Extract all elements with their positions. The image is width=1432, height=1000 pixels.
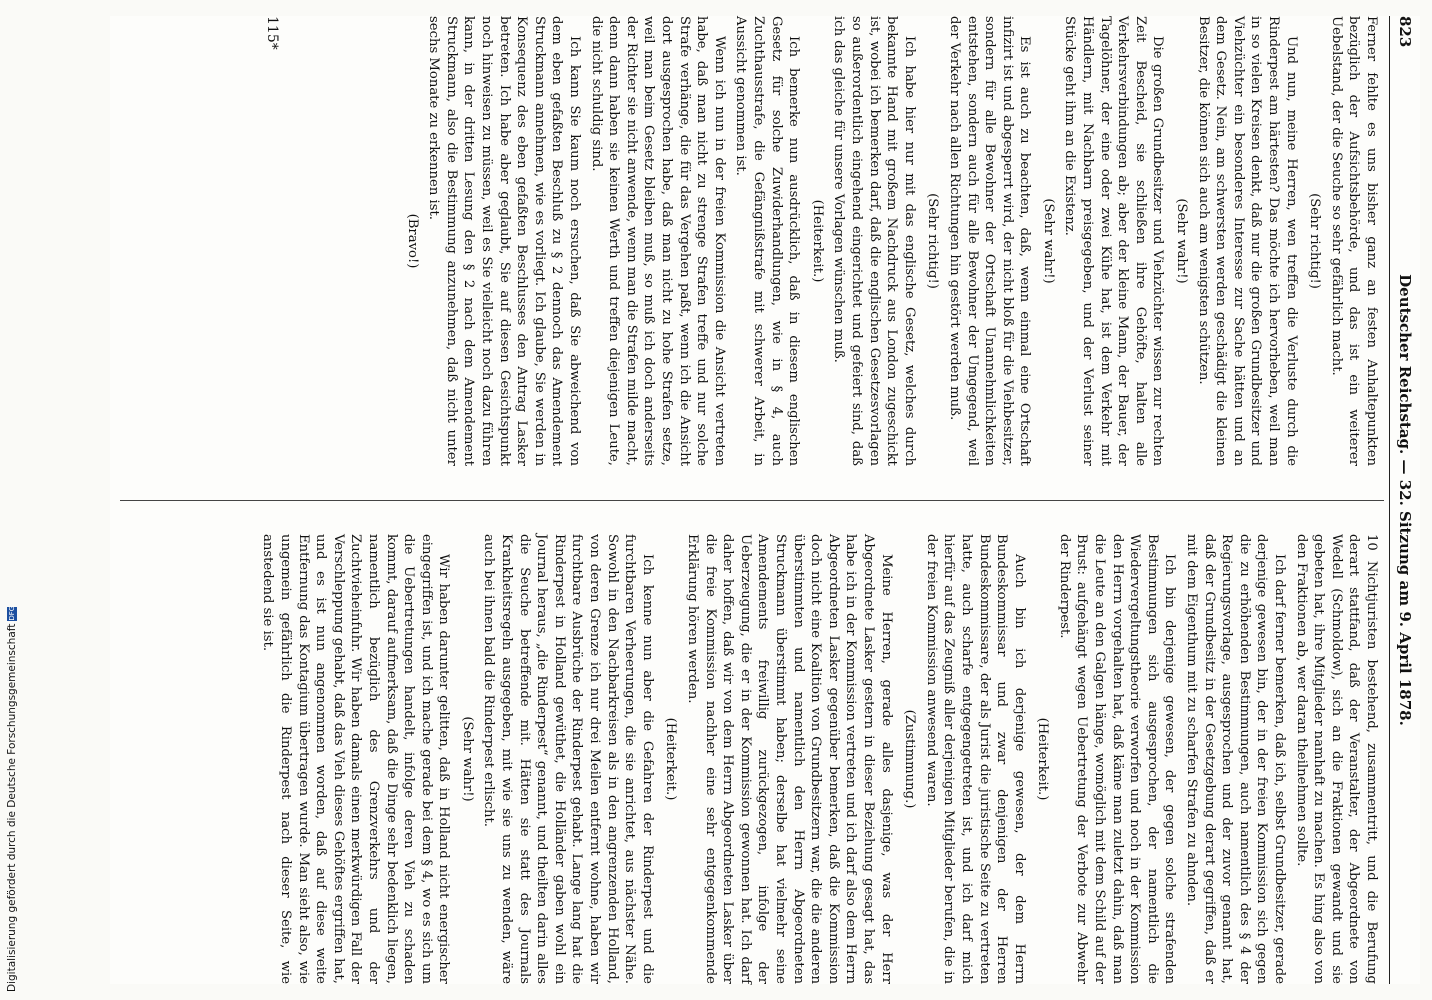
digitization-credit [6,607,18,992]
paragraph: Wir haben darunter gelitten, daß in Holland nicht energischer eingegriffen ist, und ich mache gerade bei dem § 4, wo es sich um die Uebertretungen handelt, infolge deren Vieh zu schaden kommt, darauf aufmerksam, daß die Dinge sehr bedenklich liegen, namentlich bezüglich des Grenzverkehrs und der Zuchtvieheinfuhr. Wir haben damals einen merkwürdigen Fall der Verschleppung gehabt, daß das Vieh dieses Gehöftes ergriffen hat, und es ist nun angenommen worden, daß auf diese weite Entfernung das Kontagium übertragen wurde. Man sieht also, wie ungemein gefährlich die Rinderpest nach dieser Seite, wie anstedend sie ist. [260,534,452,984]
page-footer [256,16,280,984]
folio-number: 115* [264,16,280,50]
paragraph: Auch bin ich derjenige gewesen, der dem Herrn Bundeskommissar und zwar denjenigen der Herren Bundeskommissare, der als Jurist die juristische Seite zu vertreten hatte, auch scharfe entgegengetreten ist, und ich darf mich hierfür auf das Zeugniß aller derjenigen Mitglieder berufen, die in der freien Kommission anwesend waren. [923,534,1027,984]
paragraph: Es ist auch zu beachten, daß, wenn einmal eine Ortschaft infizirt ist und abgesperrt wird, der nicht bloß für die Viehbesitzer, sondern für alle Bewohner der Ortschaft Unannehmlichkeiten entstehen, sondern auch für alle Bewohner der Umgegend, weil der Verkehr nach allen Richtungen hin gestört werden muß. [946,16,1033,466]
paragraph: 10 Nichtjuristen bestehend, zusammentritt, und die Berufung derart stattfand, daß der Veranstalter, der Abgeordnete von Wedell (Schmoldow), sich an die Fraktionen gewandt und sie gebeten hat, ihre Mitglieder namhaft zu machen. Es hing also von den Fraktionen ab, wer daran theilnehmen sollte. [1293,534,1379,984]
paragraph: Ich habe hier nur mit das englische Gesetz, welches durch bekannte Hand mit großem Nachdruck aus London zugeschickt ist, wobei ich bemerken darf, daß die englischen Gesetzesvorlagen so außerordentlich eingehend eingerichtet und gefeiert sind, daß ich das gleiche für unsere Vorlagen wünschen muß. [831,16,917,466]
page-header [1389,16,1420,984]
paragraph: Wenn ich nun in der freien Kommission die Ansicht vertreten habe, daß man nicht zu strenge Strafen treffe und nur solche Strafe verhänge, die für das Vergehen paßt, wenn ich die Ansicht dort ausgesprochen habe, daß man nicht zu hohe Strafen setze, weil man beim Gesetz bleiben muß, so muß ich doch anderseits der Richter sie nicht anwende, wenn man die Strafen milde macht, denn dann haben sie keinen Werth und treffen diejenigen Leute, die nicht schuldig sind. [588,16,727,466]
paragraph: Ich darf ferner bemerken, daß ich, selbst Grundbesitzer, gerade derjenige gewesen bin, der in der freien Kommission sich gegen die zu erhöhenden Bestimmungen, auch namentlich des § 4 der Regierungsvorlage, ausgesprochen und der zuvor genannt hat, daß der Grundbesitz in der Gesetzgebung derart gegriffen, daß er mit dem Eigenthum mit zu scharfen Strafen zu ahnden. [1184,534,1288,984]
interjection: (Sehr richtig!) [1307,193,1323,289]
interjection: (Sehr richtig!) [925,193,941,289]
paragraph: Die großen Grundbesitzer und Viehzüchter wissen zur rechten Zeit Bescheid, sie schließen ihre Gehöfte, halten alle Verkehrsverbindungen ab; aber der kleine Mann, der Bauer, der Tagelöhner, der eine oder zwei Kühe hat, ist dem Verkehr mit Händlern, mit Nachbarn preisgegeben, und der Verlust seiner Stücke geht ihm an die Existenz. [1062,16,1166,466]
interjection: (Sehr wahr!) [459,716,475,802]
interjection: (Heiterkeit.) [809,199,825,283]
paragraph: Ich kenne nun aber die Gefahren der Rinderpest und die furchtbaren Verheerungen, die sie anrichtet, aus nächster Nähe. Sowohl in den Nachbarkreisen als in den angrenzenden Holland, von deren Grenze ich nur drei Meilen entfernt wohne, haben wir furchtbare Ausbrüche der Rinderpest gehabt. Lange lang hat die Rinderpest in Holland gewüthet, die Holländer gaben wohl ein Journal heraus, „die Rinderpest“ genannt, und theilten darin alles die Seuche betreffende mit. Hätten sie statt des Journals Krankheitsregeln ausgegeben, mit wie sie uns zu wenden, wäre auch bei ihnen bald die Rinderpest erlischt. [481,534,655,984]
left-text-column [397,16,1380,466]
paragraph: Und nun, meine Herren, wen treffen die Verluste durch die Rinderpest am härtesten? Das möchte ich hervorheben, weil man in so vielen Kreisen denkt, daß nur die großen Grundbesitzer und Viehzüchter ein besonderes Interesse zur Sache hätten und an dem Gesetz. Nein, am schwersten werden geschädigt die kleinen Besitzer, die können sich auch am wenigsten schützen. [1195,16,1299,466]
paragraph: Ich bemerke nun ausdrücklich, daß in diesem englischen Gesetz für solche Zuwiderhandlungen, wie in § 4, auch Zuchthausstrafe, die Gefängnißstrafe mit schwerer Arbeit, in Aussicht genommen ist. [733,16,802,466]
paragraph: Ich kann Sie kaum noch ersuchen, daß Sie abweichend von dem eben gefaßten Beschluß zu § 2 dennoch das Amendement Struckmann annehmen, wie es vorliegt. Ich glaube, Sie werden in Konsequenz des eben gefaßten Beschlusses den Antrag Lasker betreten. Ich habe aber geglaubt, Sie auf diesen Gesichtspunkt noch hinweisen zu müssen, weil es Sie vielleicht noch dazu führen kann, in der dritten Lesung den § 2 nach dem Amendement Struckmann, also die Bestimmung anzunehmen, daß nicht unter sechs Monate zu erkennen ist. [426,16,583,466]
interjection: (Zustimmung.) [902,709,918,809]
interjection: (Sehr wahr!) [1174,198,1190,284]
paragraph: Ich bin derjenige gewesen, der gegen solche strafenden Bestimmungen sich ausgesprochen, der namentlich die Wiedervergeltungstheorie verworfen und noch in der Kommission den Herrn vorgehalten hat, daß käme man zuletzt dahin, daß man die Leute an den Galgen hänge, womöglich mit dem Schild auf der Brust: aufgehängt wegen Uebertretung der Verbote zur Abwehr der Rinderpest. [1056,534,1178,984]
paragraph: Ferner fehlte es uns bisher ganz an festen Anhaltepunkten bezüglich der Aufsichtsbehörde, und das ist ein weiterer Uebelstand, der die Seuche so sehr gefährlich macht. [1328,16,1379,466]
rotated-document-sheet [110,16,1420,984]
running-title: Deutscher Reichstag. — 32. Sitzung am 9. April 1878. [1396,274,1414,726]
interjection: (Bravo!) [404,213,420,269]
digitization-credit-text: Digitalisierung gefördert durch die Deutsche Forschungsgemeinschaft [6,623,18,992]
right-text-column [255,534,1380,984]
paragraph: Meine Herren, gerade alles dasjenige, was der Herr Abgeordnete Lasker gestern in dieser Beziehung gesagt hat, das habe ich in der Kommission vertreten und ich darf also dem Herrn Abgeordneten Lasker gegenüber bemerken, daß die Kommission doch nicht eine Koalition von Grundbesitzern war, die die anderen überstimmten und namentlich den Herrn Abgeordneten Struckmann überstimmt haben; derselbe hat vielmehr seine Amendements freiwillig zurückgezogen, infolge der Ueberzeugung, die er in der Kommission gewonnen hat. Ich darf daher hoffen, daß wir von dem Herrn Abgeordneten Lasker über die freie Kommission nachher eine sehr entgegenkommende Erklärung hören werden. [685,534,894,984]
interjection: (Heiterkeit.) [663,717,679,801]
column-divider [120,500,1384,501]
interjection: (Sehr wahr!) [1040,198,1056,284]
page-number: 823 [1396,16,1414,48]
interjection: (Heiterkeit.) [1035,717,1051,801]
dfg-logo: DFG [8,605,16,621]
